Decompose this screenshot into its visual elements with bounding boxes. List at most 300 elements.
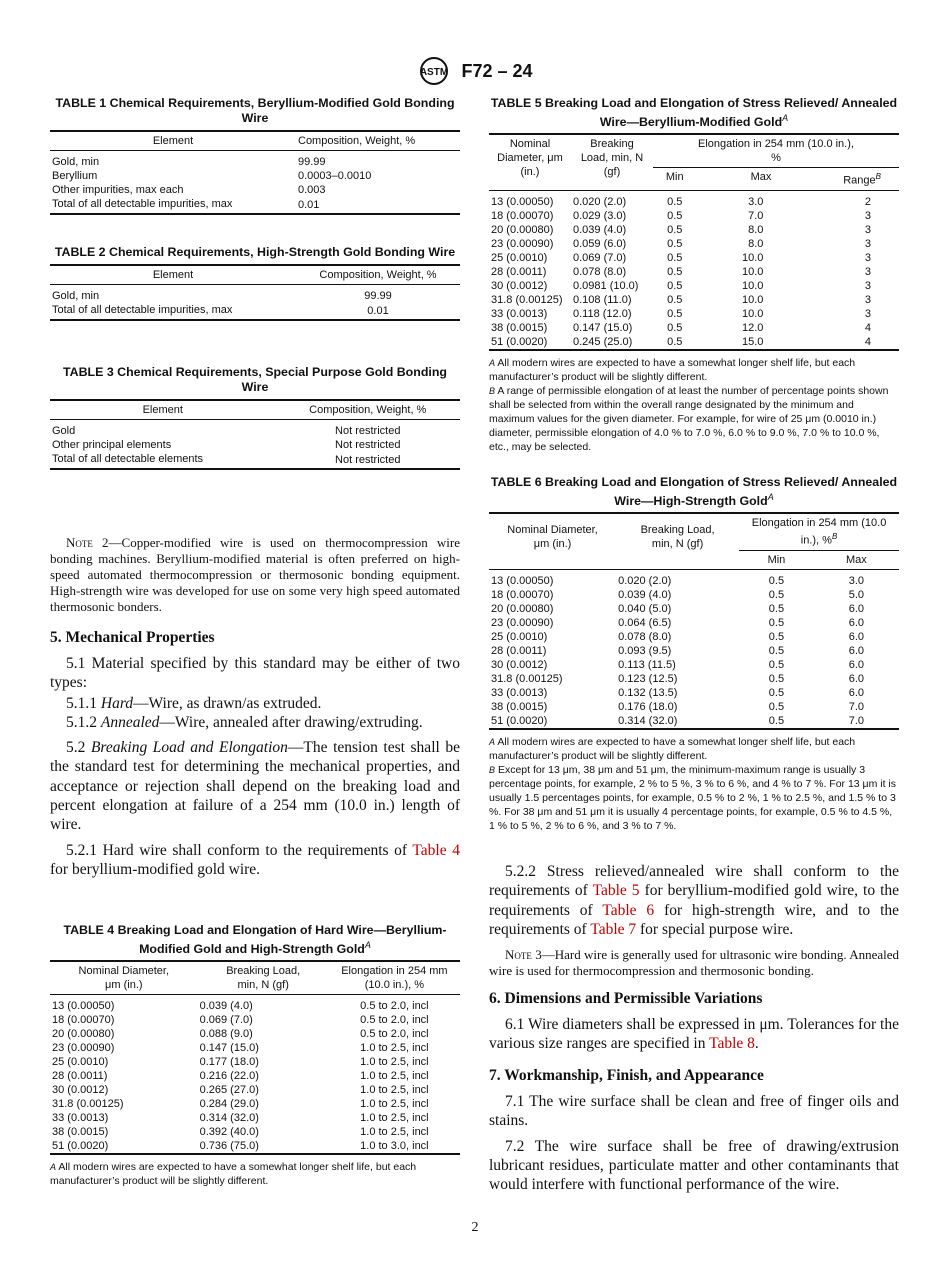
table4-block [50,923,460,1188]
table5 [489,133,899,351]
table-row [50,1013,460,1027]
table-cell: 0.5 [768,602,785,615]
table2-header-element: Element [152,269,194,281]
table5-header-min: Min [665,171,684,184]
table-row [489,602,899,616]
table-cell: 25 (0.0010) [491,251,548,264]
table-row [489,293,899,307]
table-cell: Beryllium [52,170,98,182]
table-cell: 2 [864,195,871,208]
table5-body [489,190,899,350]
table-cell: 20 (0.00080) [52,1028,115,1041]
table-cell: 7.0 [848,700,865,713]
table-row [489,658,899,672]
table-cell: 1.0 to 2.5, incl [360,1084,429,1097]
para-text: for special purpose wire. [640,920,794,938]
table-cell: 0.736 (75.0) [199,1140,259,1153]
table-cell: 0.093 (9.5) [618,644,672,657]
table-cell: 99.99 [364,290,392,302]
table-cell: 0.5 [768,686,785,699]
table4-header-diameter: Nominal Diameter, μm (in.) [78,965,170,992]
table-cell: 28 (0.0011) [491,265,547,278]
table2-block [50,245,460,321]
table-cell: 0.113 (11.5) [618,658,676,671]
table-cell: 0.284 (29.0) [199,1098,259,1111]
table-cell: 18 (0.00070) [491,588,554,601]
table6-header-min: Min [767,553,786,566]
table-cell: 0.069 (7.0) [573,251,627,264]
table5-header-range [783,168,899,191]
table3-header-element: Element [142,404,183,416]
table-row [489,686,899,700]
table-cell: 23 (0.00090) [52,1042,115,1055]
table-cell: 6.0 [848,686,865,699]
table3 [50,399,460,470]
table-cell: 4 [864,335,871,348]
table-cell: 28 (0.0011) [491,644,547,657]
table-cell: Not restricted [335,439,401,451]
paragraph-5-1-2 [50,713,460,732]
note-number: 2 [102,535,109,550]
table-row [489,335,899,350]
note-2 [50,535,460,615]
table-row [489,644,899,658]
table6-block [489,475,899,833]
table-row [50,438,460,452]
table-cell: 0.5 [667,237,683,250]
caption-text: TABLE 5 Breaking Load and Elongation of Stress Relieved/ Annealed Wire—Beryllium-Modified Gold [490,96,898,130]
table5-block [489,96,899,454]
section-heading: 6. Dimensions and Permissible Variations [489,990,763,1007]
table2-caption: TABLE 2 Chemical Requirements, High-Strength Gold Bonding Wire [54,245,456,259]
table-cell: 0.177 (18.0) [199,1056,259,1069]
para-number: 5.1.2 [66,713,97,731]
section-6 [489,990,899,1054]
table-row [489,714,899,729]
note-label: Note [505,947,532,962]
table1 [50,130,460,215]
table-cell: 0.5 [667,307,683,320]
table-cell: 0.123 (12.5) [618,672,678,685]
table-row [50,183,460,197]
table-cell: 0.5 to 2.0, incl [360,1014,429,1027]
table-cell: Other impurities, max each [52,184,184,196]
table-cell: 10.0 [741,307,764,320]
table-cell: 0.039 (4.0) [199,1000,253,1013]
table-cell: 0.5 [768,700,785,713]
table-cell: 0.020 (2.0) [618,574,672,587]
table5-header-max: Max [750,171,772,184]
table-cell: 13 (0.00050) [491,574,554,587]
note-label: Note [66,535,93,550]
table-row [50,1139,460,1154]
footnote-marker: B [489,385,496,396]
table-cell: 0.5 [667,293,683,306]
note-3 [489,947,899,979]
table-cell: 20 (0.00080) [491,602,554,615]
table-cell: 1.0 to 2.5, incl [360,1112,429,1125]
caption-text: TABLE 4 Breaking Load and Elongation of Hard Wire—Beryllium-Modified Gold and High-Strength Gold [63,923,447,957]
table3-caption: TABLE 3 Chemical Requirements, Special Purpose Gold Bonding Wire [63,365,447,394]
table-cell: 10.0 [741,251,764,264]
table-cell: 6.0 [848,672,865,685]
table5-caption [489,96,899,130]
table-cell: 99.99 [298,156,326,168]
table-cell: 3 [864,279,871,292]
table-cell: 38 (0.0015) [491,321,548,334]
para-number: 5.1.1 [66,694,97,712]
table-row [489,700,899,714]
section-heading: 7. Workmanship, Finish, and Appearance [489,1067,764,1084]
table-cell: Total of all detectable impurities, max [52,198,233,210]
table-cell: 0.147 (15.0) [199,1042,259,1055]
table2 [50,264,460,321]
table-cell: 31.8 (0.00125) [52,1098,124,1111]
table-cell: 10.0 [741,293,764,306]
table-cell: 28 (0.0011) [52,1070,108,1083]
footnote-marker: A [782,113,789,123]
table-cell: 0.5 [768,672,785,685]
footnote-marker: B [831,532,838,542]
paragraph-5-1-1 [50,694,460,713]
table-cell: 0.314 (32.0) [618,714,678,727]
table-row [50,1027,460,1041]
table-row [489,190,899,209]
paragraph-6-1 [489,1015,899,1054]
table-cell: 3 [864,209,871,222]
caption-text: TABLE 6 Breaking Load and Elongation of Stress Relieved/ Annealed Wire—High-Strength Gold [490,475,898,509]
table-row [489,616,899,630]
table-cell: 25 (0.0010) [491,630,548,643]
table-cell: 7.0 [748,209,764,222]
table-cell: 0.039 (4.0) [573,223,627,236]
table-cell: 0.020 (2.0) [573,195,627,208]
table-cell: 6.0 [848,602,865,615]
table6 [489,512,899,730]
table-cell: 15.0 [741,335,764,348]
table-row [50,1041,460,1055]
table-cell: 0.0981 (10.0) [573,279,639,292]
table1-header-element: Element [152,135,194,147]
table-7-link[interactable]: Table 7 [590,920,637,938]
table-cell: 0.078 (8.0) [573,265,627,278]
table-cell: 3 [864,307,871,320]
table-cell: 0.147 (15.0) [573,321,633,334]
table-cell: 0.5 [667,321,683,334]
table-cell: 18 (0.00070) [491,209,554,222]
footnote-text: All modern wires are expected to have a somewhat longer shelf life, but each manufacturer’s product will be slightly different. [489,735,856,762]
table-cell: Gold [52,425,76,437]
table-cell: 0.040 (5.0) [618,602,672,615]
section-heading: 5. Mechanical Properties [50,629,215,646]
table1-block [50,96,460,215]
term: Annealed [100,713,160,731]
para-text: for high-strength wire, and to the requirements of [489,901,900,938]
footnote-text: All modern wires are expected to have a somewhat longer shelf life, but each manufacturer’s product will be slightly different. [50,1161,417,1188]
table-cell: Not restricted [335,454,401,466]
table-cell: 3 [864,293,871,306]
table4-body [50,995,460,1155]
table-row [489,321,899,335]
table-row [489,251,899,265]
footnote-marker: A [364,940,371,950]
table-cell: 13 (0.00050) [52,1000,115,1013]
para-text: 5.2.2 Stress relieved/annealed wire shall conform to the requirements of [489,863,899,900]
table6-caption [489,475,899,509]
table1-header-comp: Composition, Weight, % [298,135,416,147]
table6-footnote-b [489,763,899,833]
table-cell: 0.5 [667,195,683,208]
table-cell: 10.0 [741,265,764,278]
table-row [489,307,899,321]
table3-header-comp: Composition, Weight, % [309,404,427,416]
table-cell: 31.8 (0.00125) [491,672,563,685]
note-text: —Copper-modified wire is used on thermocompression wire bonding machines. Beryllium-modified material is often preferred on high-speed automated thermocompression or thermosonic bonding equipment. High-strength wire was developed for use on some very high speed automated thermosonic bonders. [50,535,460,614]
table-cell: 0.392 (40.0) [199,1126,259,1139]
footnote-text: All modern wires are expected to have a somewhat longer shelf life, but each manufacturer’s product will be slightly different. [489,356,856,383]
svg-text:ASTM: ASTM [420,67,449,78]
paragraph-5-1: 5.1 Material specified by this standard may be either of two types: [50,655,460,692]
header-text: Range [843,174,876,187]
table-row [489,569,899,588]
table-cell: 0.01 [367,305,389,317]
table-row [50,1069,460,1083]
paragraph-5-2 [50,738,460,834]
table-cell: 33 (0.0013) [491,307,548,320]
table-cell: 1.0 to 2.5, incl [360,1056,429,1069]
table-row [489,588,899,602]
paragraph-5-2-1 [50,841,460,880]
table-cell: 20 (0.00080) [491,223,554,236]
table-cell: Not restricted [335,425,401,437]
table-cell: 0.5 [667,335,683,348]
table6-footnote-a [489,735,899,763]
term: Hard [100,694,134,712]
table-cell: 51 (0.0020) [52,1140,109,1153]
table-cell: 51 (0.0020) [491,335,548,348]
section-7 [489,1067,899,1194]
astm-logo-icon [417,56,451,86]
table-row [50,169,460,183]
table-cell: 6.0 [848,644,865,657]
table-row [489,279,899,293]
footnote-marker: A [767,492,774,502]
table-cell: 0.132 (13.5) [618,686,678,699]
table-cell: 31.8 (0.00125) [491,293,563,306]
table4-header-elongation: Elongation in 254 mm (10.0 in.), % [341,965,448,992]
table-cell: 0.029 (3.0) [573,209,627,222]
table-cell: 12.0 [741,321,764,334]
table-row [50,1111,460,1125]
table6-header-max: Max [846,553,867,566]
table4-caption [50,923,460,957]
table-row [50,995,460,1014]
table6-body [489,569,899,729]
table-cell: 0.5 [667,223,683,236]
table-cell: 0.078 (8.0) [618,630,672,643]
para-text: —The tension test shall be the standard test for determining the mechanical properties, and acceptance or rejection shall depend on the breaking load and percent elongation at failure of a 254 mm (10.0 in.) length of wire. [50,739,461,834]
table-row [489,209,899,223]
term: Breaking Load and Elongation [90,739,288,757]
table-cell: 0.216 (22.0) [199,1070,259,1083]
table4 [50,960,460,1155]
table-cell: 8.0 [748,237,764,250]
table-row [50,1055,460,1069]
table-cell: 30 (0.0012) [52,1084,109,1097]
paragraph-7-1: 7.1 The wire surface shall be clean and free of finger oils and stains. [489,1093,899,1130]
table-cell: 0.088 (9.0) [199,1028,253,1041]
page-header [0,56,950,86]
table-row [50,197,460,214]
table-cell: 23 (0.00090) [491,616,554,629]
table-cell: Total of all detectable impurities, max [52,304,233,316]
table6-header-elongation [739,513,899,550]
table-cell: 4 [864,321,871,334]
table4-header-load: Breaking Load, min, N (gf) [226,965,301,992]
table-cell: Other principal elements [52,439,172,451]
table-row [489,265,899,279]
table-cell: 8.0 [748,223,764,236]
table-row [489,630,899,644]
table-row [50,1125,460,1139]
table5-footnote-a [489,356,899,384]
note-text: —Hard wire is generally used for ultrasonic wire bonding. Annealed wire is used for thermocompression and thermosonic bonding. [489,947,899,978]
table-cell: 3 [864,251,871,264]
table-cell: 38 (0.0015) [52,1126,109,1139]
para-text: —Wire, as drawn/as extruded. [133,694,322,712]
note-number: 3 [535,947,542,962]
footnote-marker: B [489,764,496,775]
header-text: Elongation in 254 mm (10.0 in.), % [751,517,887,547]
table-cell: 30 (0.0012) [491,658,548,671]
footnote-marker: A [489,736,496,747]
table-cell: 0.003 [298,184,326,196]
table-cell: 1.0 to 2.5, incl [360,1070,429,1083]
table-cell: 7.0 [848,714,865,727]
table-cell: 5.0 [848,588,865,601]
table-cell: 6.0 [848,630,865,643]
table-cell: 0.5 [667,279,683,292]
table5-footnote-b [489,384,899,454]
table-cell: 3 [864,237,871,250]
table-cell: 0.059 (6.0) [573,237,627,250]
table-cell: 0.118 (12.0) [573,307,632,320]
table-cell: 3 [864,265,871,278]
table-cell: 0.5 [768,588,785,601]
table-cell: 30 (0.0012) [491,279,548,292]
table-cell: 0.5 [768,630,785,643]
table-cell: 0.01 [298,199,320,211]
table-cell: 1.0 to 2.5, incl [360,1098,429,1111]
para-text: —Wire, annealed after drawing/extruding. [159,713,423,731]
para-text: for beryllium-modified gold wire. [50,860,261,878]
table-cell: 0.108 (11.0) [573,293,632,306]
table-cell: 1.0 to 3.0, incl [360,1140,429,1153]
paragraph-5-2-2 [489,862,899,939]
footnote-marker: A [489,357,496,368]
table6-header-diameter: Nominal Diameter, μm (in.) [507,524,598,551]
table-cell: 0.245 (25.0) [573,335,633,348]
table-cell: 0.5 [768,574,785,587]
para-number: 5.2 [66,739,86,757]
table-cell: 33 (0.0013) [52,1112,109,1125]
table-row [50,151,460,170]
page-number: 2 [471,1220,479,1235]
table-cell: 6.0 [848,616,865,629]
table-5-link[interactable]: Table 5 [592,882,640,900]
table-cell: 1.0 to 2.5, incl [360,1042,429,1055]
table-row [489,223,899,237]
table-cell: Gold, min [52,156,100,168]
table-cell: 0.5 to 2.0, incl [360,1000,429,1013]
table-cell: 0.5 [667,209,683,222]
table-cell: 18 (0.00070) [52,1014,115,1027]
table-cell: 3.0 [748,195,764,208]
table5-header-diameter: Nominal Diameter, μm (in.) [497,138,563,179]
table-cell: 13 (0.00050) [491,195,554,208]
table-cell: 1.0 to 2.5, incl [360,1126,429,1139]
table-row [489,672,899,686]
document-code: F72 – 24 [461,60,533,81]
paragraph-7-2: 7.2 The wire surface shall be free of drawing/extrusion lubricant residues, particulate matter and other contaminants that would interfere with functional performance of the wire. [489,1137,899,1194]
table-4-link[interactable]: Table 4 [412,841,460,859]
table-row [50,285,460,304]
table-cell: Total of all detectable elements [52,453,204,465]
table5-header-load: Breaking Load, min, N (gf) [580,138,644,179]
table3-block [50,365,460,470]
table-cell: Gold, min [52,290,100,302]
table-6-link[interactable]: Table 6 [602,901,655,919]
table-cell: 0.069 (7.0) [199,1014,253,1027]
table-cell: 10.0 [741,279,764,292]
table-8-link[interactable]: Table 8 [709,1035,755,1053]
section-5 [50,629,460,879]
table-cell: 0.5 [667,265,683,278]
table-cell: 0.265 (27.0) [199,1084,259,1097]
para-text: 5.2.1 Hard wire shall conform to the requirements of [66,841,408,859]
table-cell: 3.0 [848,574,865,587]
table-cell: 0.039 (4.0) [618,588,672,601]
table-cell: 0.314 (32.0) [199,1112,259,1125]
table4-footnote [50,1160,460,1188]
table-cell: 0.5 [768,616,785,629]
table-cell: 0.064 (6.5) [618,616,672,629]
table-cell: 3 [864,223,871,236]
table-cell: 0.176 (18.0) [618,700,678,713]
footnote-text: Except for 13 μm, 38 μm and 51 μm, the minimum-maximum range is usually 3 percentage points, for example, 2 % to 5 %, 3 % to 6 %, and 4 % to 7 %. For 13 μm it is usually 1.5 percentages points, for example, 0.5 % to 2 %, 1 % to 2.5 %, and 1.5 % to 3 %. For 38 μm and 51 μm it is usually 4 percentage points, for example, 0.5 % to 4.5 %, 1 % to 5 %, 2 % to 6 %, and 3 % to 7 %. [489,763,897,832]
table-row [50,420,460,439]
table-cell: 0.5 [768,644,785,657]
table5-header-elongation: Elongation in 254 mm (10.0 in.), % [653,134,899,168]
table-cell: 23 (0.00090) [491,237,554,250]
table1-caption: TABLE 1 Chemical Requirements, Beryllium-Modified Gold Bonding Wire [55,96,455,125]
table-row [50,1097,460,1111]
table-cell: 25 (0.0010) [52,1056,109,1069]
table-cell: 0.5 [768,658,785,671]
table2-header-comp: Composition, Weight, % [319,269,437,281]
table-cell: 0.5 [768,714,785,727]
table-cell: 0.5 [667,251,683,264]
table-cell: 33 (0.0013) [491,686,548,699]
para-text: . [754,1035,759,1053]
table-row [50,1083,460,1097]
table6-header-load: Breaking Load, min, N (gf) [640,524,715,551]
footnote-text: A range of permissible elongation of at least the number of percentage points shown shall be selected from within the overall range designated by the minimum and maximum values for the given diameter. For example, for wire of 25 μm (0.0010 in.) diameter, permissible elongation of 4.0 % to 7.0 %, 6.0 % to 9.0 %, 7.0 % to 10.0 %, etc., may be selected. [489,384,889,453]
table-row [50,452,460,469]
footnote-marker: B [875,172,881,182]
para-text: 6.1 Wire diameters shall be expressed in μm. Tolerances for the various size ranges are specified in [489,1016,899,1053]
table-row [489,237,899,251]
